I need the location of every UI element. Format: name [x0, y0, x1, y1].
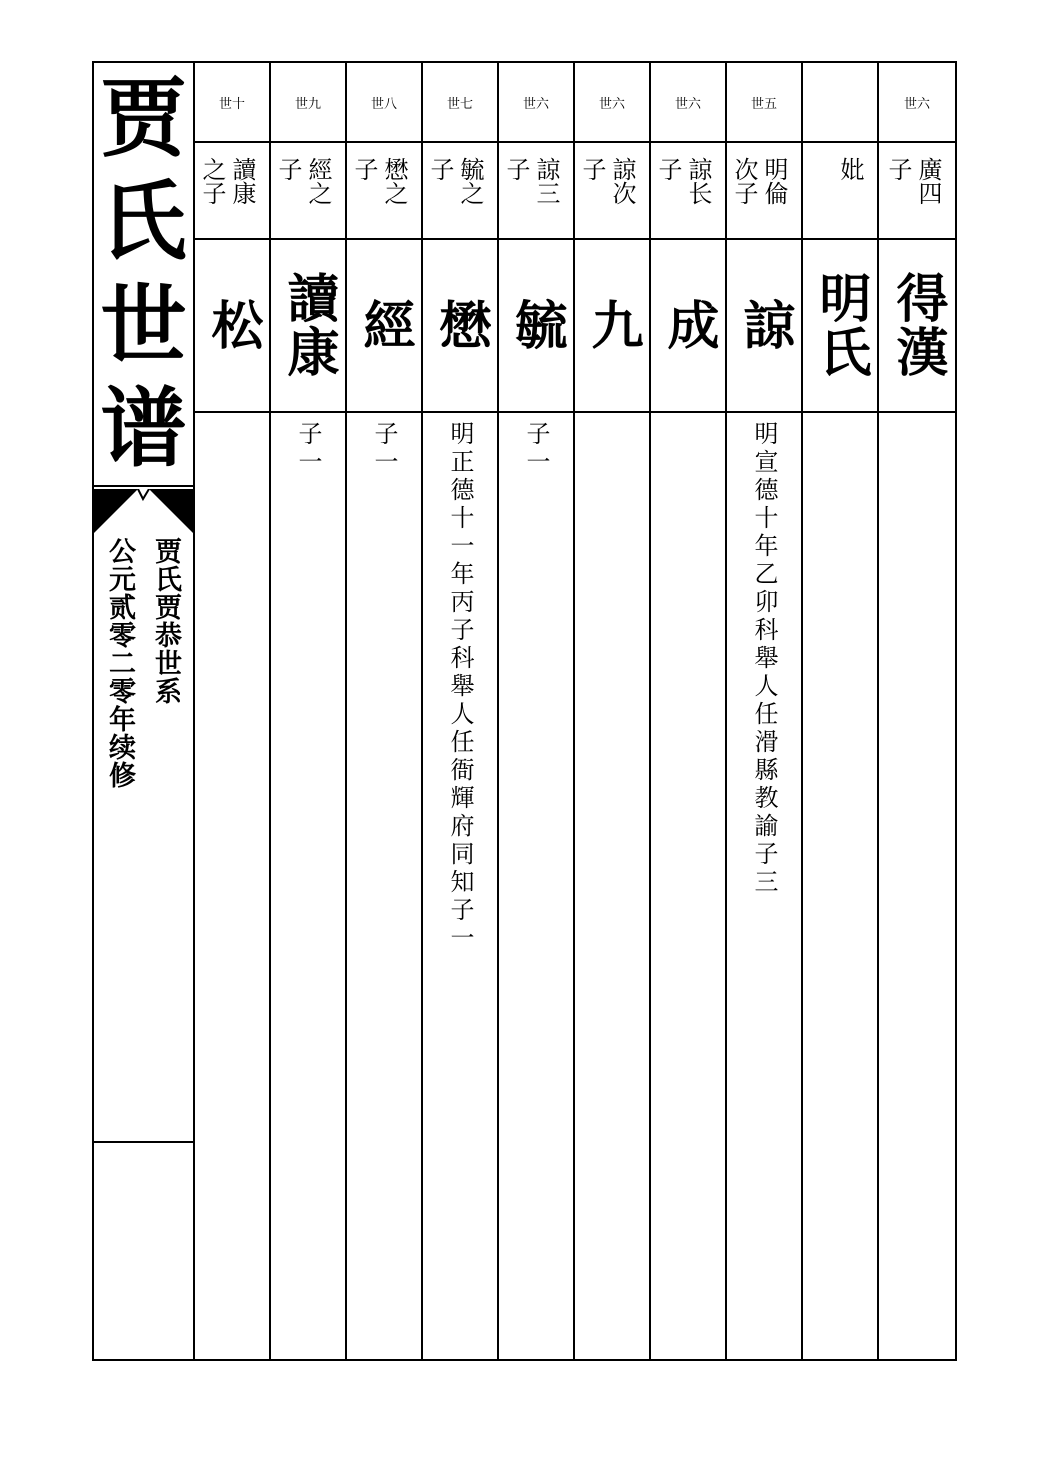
name-cell [803, 238, 877, 413]
name-cell [575, 238, 649, 413]
name-cell [879, 238, 955, 413]
note-cell [727, 421, 801, 897]
person-name: 松 [202, 297, 263, 352]
generation-column [879, 63, 955, 1359]
name-cell [651, 238, 725, 413]
person-name: 經 [354, 297, 415, 352]
relation-text: 廣四子 [884, 157, 942, 205]
relation-cell [879, 141, 955, 240]
person-name: 懋 [430, 297, 491, 352]
relation-cell [347, 141, 421, 240]
generation-label [803, 63, 877, 143]
relation-text: 妣 [836, 157, 864, 181]
name-cell [499, 238, 573, 413]
person-name: 九 [582, 297, 643, 352]
relation-text: 懋之子 [350, 157, 408, 205]
generation-column [347, 63, 423, 1359]
relation-text: 諒次子 [578, 157, 636, 205]
biography-note: 子一 [522, 421, 550, 477]
name-cell [423, 238, 497, 413]
generation-column [651, 63, 727, 1359]
subtitle-lineage: 贾氏贾恭世系 [150, 537, 181, 705]
note-cell [271, 421, 345, 477]
generation-label: 世七 [423, 63, 497, 143]
relation-cell [727, 141, 801, 240]
generation-column [803, 63, 879, 1359]
book-title [94, 63, 193, 485]
title-char: 贾 [100, 67, 187, 169]
generation-label: 世六 [879, 63, 955, 143]
title-char: 氏 [100, 171, 187, 273]
generation-label: 世十 [195, 63, 269, 143]
generation-label: 世五 [727, 63, 801, 143]
relation-cell [423, 141, 497, 240]
person-name: 成 [658, 297, 719, 352]
relation-cell [195, 141, 269, 240]
biography-note: 子一 [370, 421, 398, 477]
title-divider [94, 485, 193, 487]
generation-column [423, 63, 499, 1359]
title-char: 谱 [100, 378, 187, 480]
footer-divider [94, 1141, 193, 1143]
fishtail-mark [94, 489, 193, 537]
name-cell [727, 238, 801, 413]
title-char: 世 [100, 274, 187, 376]
relation-cell [651, 141, 725, 240]
relation-text: 明倫次子 [730, 157, 788, 205]
relation-text: 諒三子 [502, 157, 560, 205]
biography-note: 明正德十一年丙子科舉人任衙輝府同知子一 [446, 421, 474, 953]
generation-label: 世六 [575, 63, 649, 143]
relation-text: 經之子 [274, 157, 332, 205]
relation-text: 讀康之子 [198, 157, 256, 205]
generation-column [499, 63, 575, 1359]
person-name: 毓 [506, 297, 567, 352]
name-cell [195, 238, 269, 413]
person-name: 得漢 [887, 270, 948, 379]
name-cell [271, 238, 345, 413]
biography-note: 子一 [294, 421, 322, 477]
biography-note: 明宣德十年乙卯科舉人任滑縣教諭子三 [750, 421, 778, 897]
relation-cell [499, 141, 573, 240]
name-cell [347, 238, 421, 413]
generation-column [195, 63, 271, 1359]
relation-cell [575, 141, 649, 240]
generation-label: 世六 [499, 63, 573, 143]
person-name: 諒 [734, 297, 795, 352]
note-cell [499, 421, 573, 477]
generation-column [575, 63, 651, 1359]
note-cell [423, 421, 497, 953]
genealogy-page [92, 61, 957, 1361]
person-name: 讀康 [278, 270, 339, 379]
relation-text: 諒长子 [654, 157, 712, 205]
title-panel [94, 63, 195, 1359]
note-cell [347, 421, 421, 477]
generation-label: 世六 [651, 63, 725, 143]
generation-label: 世八 [347, 63, 421, 143]
relation-cell [803, 141, 877, 240]
generation-column [727, 63, 803, 1359]
person-name: 明氏 [810, 270, 871, 379]
relation-text: 毓之子 [426, 157, 484, 205]
generation-label: 世九 [271, 63, 345, 143]
generation-column [271, 63, 347, 1359]
relation-cell [271, 141, 345, 240]
subtitle-edition: 公元贰零二零年续修 [104, 537, 135, 789]
